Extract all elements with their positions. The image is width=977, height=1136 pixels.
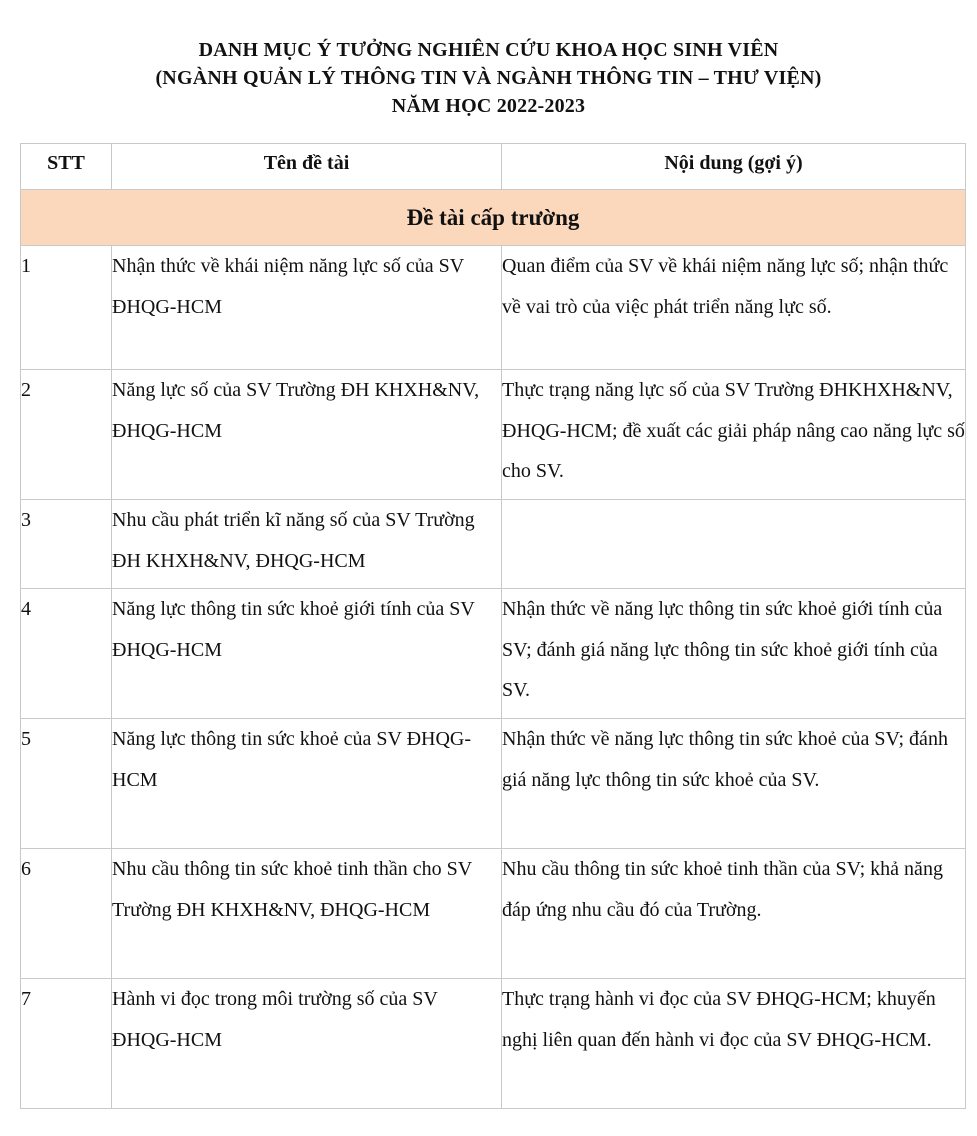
section-title: Đề tài cấp trường [21, 190, 966, 246]
row-topic-name: Nhận thức về khái niệm năng lực số của SV ĐHQG-HCM [112, 246, 502, 370]
research-topics-table [20, 143, 966, 1109]
row-stt: 5 [21, 719, 112, 849]
row-stt: 2 [21, 370, 112, 500]
row-stt: 4 [21, 589, 112, 719]
table-row [21, 979, 966, 1109]
table-row [21, 370, 966, 500]
header-stt: STT [21, 144, 112, 190]
table-row [21, 246, 966, 370]
table-row [21, 719, 966, 849]
row-topic-name: Năng lực số của SV Trường ĐH KHXH&NV, ĐHQG-HCM [112, 370, 502, 500]
table-header-row [21, 144, 966, 190]
table-row [21, 500, 966, 589]
row-stt: 7 [21, 979, 112, 1109]
row-content: Quan điểm của SV về khái niệm năng lực số; nhận thức về vai trò của việc phát triển năng lực số. [502, 246, 966, 370]
header-content: Nội dung (gợi ý) [502, 144, 966, 190]
row-topic-name: Năng lực thông tin sức khoẻ giới tính của SV ĐHQG-HCM [112, 589, 502, 719]
row-content: Nhận thức về năng lực thông tin sức khoẻ giới tính của SV; đánh giá năng lực thông tin sức khoẻ giới tính của SV. [502, 589, 966, 719]
row-topic-name: Nhu cầu thông tin sức khoẻ tinh thần cho SV Trường ĐH KHXH&NV, ĐHQG-HCM [112, 849, 502, 979]
title-line-3: NĂM HỌC 2022-2023 [391, 95, 586, 117]
title-line-1: DANH MỤC Ý TƯỞNG NGHIÊN CỨU KHOA HỌC SINH VIÊN [198, 39, 779, 61]
header-topic-name: Tên đề tài [112, 144, 502, 190]
row-topic-name: Hành vi đọc trong môi trường số của SV ĐHQG-HCM [112, 979, 502, 1109]
row-stt: 1 [21, 246, 112, 370]
row-stt: 3 [21, 500, 112, 589]
row-content [502, 500, 966, 589]
title-line-2: (NGÀNH QUẢN LÝ THÔNG TIN VÀ NGÀNH THÔNG TIN – THƯ VIỆN) [155, 67, 822, 89]
table-row [21, 849, 966, 979]
document-title [0, 36, 977, 120]
section-row [21, 190, 966, 246]
row-content: Thực trạng hành vi đọc của SV ĐHQG-HCM; khuyến nghị liên quan đến hành vi đọc của SV ĐHQG-HCM. [502, 979, 966, 1109]
row-content: Nhận thức về năng lực thông tin sức khoẻ của SV; đánh giá năng lực thông tin sức khoẻ của SV. [502, 719, 966, 849]
row-topic-name: Nhu cầu phát triển kĩ năng số của SV Trường ĐH KHXH&NV, ĐHQG-HCM [112, 500, 502, 589]
row-topic-name: Năng lực thông tin sức khoẻ của SV ĐHQG-HCM [112, 719, 502, 849]
row-stt: 6 [21, 849, 112, 979]
row-content: Nhu cầu thông tin sức khoẻ tinh thần của SV; khả năng đáp ứng nhu cầu đó của Trường. [502, 849, 966, 979]
row-content: Thực trạng năng lực số của SV Trường ĐHKHXH&NV, ĐHQG-HCM; đề xuất các giải pháp nâng cao năng lực số cho SV. [502, 370, 966, 500]
table-row [21, 589, 966, 719]
